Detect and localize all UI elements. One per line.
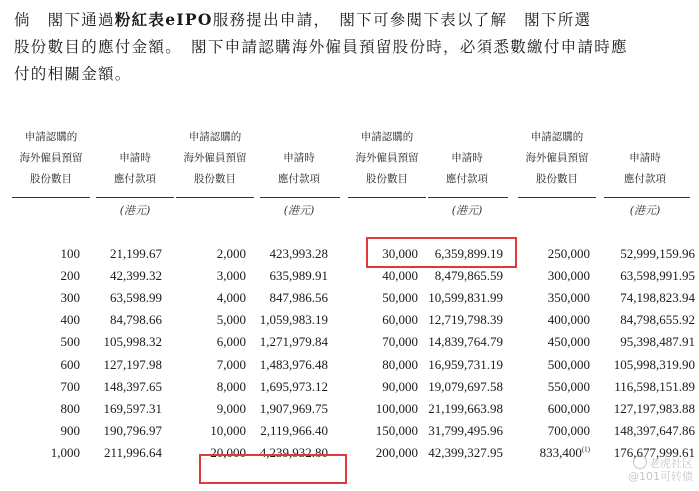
shares-value: 70,000 (382, 334, 418, 350)
amount-cell (80, 442, 162, 464)
shares-cell (328, 287, 418, 309)
header-text: 申請認購的 (360, 131, 414, 143)
amount-cell (418, 398, 503, 420)
amount-cell (590, 309, 695, 331)
shares-cell (162, 376, 246, 398)
watermark-handle: @101可转债 (628, 470, 693, 483)
header-amount (430, 148, 504, 190)
amount-value: 74,198,823.94 (620, 290, 695, 306)
amount-cell (590, 420, 695, 442)
header-shares (520, 127, 594, 190)
paragraph-bold-text: 粉紅表eIPO (114, 10, 213, 29)
shares-value: 500 (60, 334, 80, 350)
header-text: 股份數目 (30, 173, 72, 185)
amount-value: 105,998.32 (103, 334, 162, 350)
header-amount (262, 148, 336, 190)
header-text: 海外僱員預留 (183, 152, 247, 164)
header-rule (96, 197, 174, 198)
highlight-box (366, 237, 517, 268)
amount-value: 42,399.32 (110, 268, 162, 284)
shares-cell (0, 353, 80, 375)
shares-cell (328, 420, 418, 442)
amount-value: 1,907,969.75 (259, 400, 328, 416)
shares-cell (162, 287, 246, 309)
amount-value: 8,479,865.59 (434, 268, 503, 284)
shares-value: 300 (60, 290, 80, 306)
shares-cell (0, 287, 80, 309)
amount-value: 21,199,663.98 (428, 400, 503, 416)
footnote-mark: (1) (581, 445, 590, 454)
shares-value: 900 (60, 422, 80, 438)
amount-cell (80, 309, 162, 331)
amount-cell (246, 420, 328, 442)
paragraph-line-1 (14, 6, 694, 34)
shares-cell (503, 331, 590, 353)
amount-cell (80, 420, 162, 442)
amount-cell (80, 243, 162, 265)
amount-cell (418, 287, 503, 309)
amount-value: 14,839,764.79 (428, 334, 503, 350)
amount-value: 116,598,151.89 (614, 378, 695, 394)
amount-value: 148,397.65 (103, 378, 162, 394)
header-amount (98, 148, 172, 190)
shares-value: 550,000 (547, 378, 590, 394)
amount-value: 1,271,979.84 (259, 334, 328, 350)
shares-value: 6,000 (216, 334, 246, 350)
amount-cell (590, 265, 695, 287)
header-rule (604, 197, 690, 198)
amount-cell (590, 376, 695, 398)
amount-value: 105,998,319.90 (613, 356, 695, 372)
shares-value: 600 (60, 356, 80, 372)
amount-value: 63,598.99 (110, 290, 162, 306)
amount-value: 95,398,487.91 (620, 334, 695, 350)
shares-cell (0, 376, 80, 398)
amount-value: 21,199.67 (110, 246, 162, 262)
header-text: 應付款項 (114, 173, 156, 185)
shares-value: 40,000 (382, 268, 418, 284)
header-amount (608, 148, 682, 190)
shares-value: 50,000 (382, 290, 418, 306)
amount-cell (590, 287, 695, 309)
header-text: 應付款項 (624, 173, 666, 185)
amount-cell (80, 398, 162, 420)
amount-value: 148,397,647.86 (613, 422, 695, 438)
shares-value: 3,000 (216, 268, 246, 284)
shares-value: 1,000 (50, 444, 80, 460)
header-text: 股份數目 (536, 173, 578, 185)
table-row (0, 265, 695, 287)
shares-value: 2,000 (216, 246, 246, 262)
shares-value: 20,000 (210, 444, 246, 460)
amount-cell (246, 309, 328, 331)
amount-value: 127,197,983.88 (613, 400, 695, 416)
shares-value: 700 (60, 378, 80, 394)
shares-cell (503, 398, 590, 420)
shares-value: 800 (60, 400, 80, 416)
table-row (0, 442, 695, 464)
shares-value: 80,000 (382, 356, 418, 372)
header-text: 申請時 (629, 152, 661, 164)
shares-cell (328, 331, 418, 353)
table-row (0, 420, 695, 442)
header-text: 應付款項 (446, 173, 488, 185)
shares-value: 150,000 (375, 422, 418, 438)
table-row (0, 376, 695, 398)
amount-cell (246, 353, 328, 375)
amount-value: 16,959,731.19 (428, 356, 503, 372)
amount-cell (590, 243, 695, 265)
paragraph-line-3: 付的相關金額。 (14, 65, 132, 83)
share-amount-table (0, 243, 695, 464)
amount-value: 2,119,966.40 (260, 422, 328, 438)
shares-cell (162, 331, 246, 353)
amount-cell (246, 376, 328, 398)
amount-cell (418, 376, 503, 398)
watermark-logo-icon (633, 455, 647, 469)
header-text: 申請時 (283, 152, 315, 164)
header-rule (428, 197, 508, 198)
amount-cell (590, 398, 695, 420)
amount-value: 211,996.64 (103, 444, 162, 460)
shares-value: 700,000 (547, 422, 590, 438)
watermark (628, 455, 693, 483)
amount-value: 12,719,798.39 (428, 312, 503, 328)
header-text: 海外僱員預留 (525, 152, 589, 164)
shares-cell (503, 353, 590, 375)
header-shares (178, 127, 252, 190)
amount-cell (246, 243, 328, 265)
amount-value: 19,079,697.58 (428, 378, 503, 394)
amount-value: 10,599,831.99 (428, 290, 503, 306)
header-rule (176, 197, 254, 198)
shares-cell (328, 309, 418, 331)
amount-value: 169,597.31 (103, 400, 162, 416)
amount-cell (418, 331, 503, 353)
shares-cell (0, 331, 80, 353)
shares-cell (162, 353, 246, 375)
shares-cell (162, 243, 246, 265)
amount-cell (80, 376, 162, 398)
shares-value: 400,000 (547, 312, 590, 328)
shares-cell (328, 265, 418, 287)
header-text: 應付款項 (278, 173, 320, 185)
shares-value: 90,000 (382, 378, 418, 394)
unit-label: (港元) (451, 204, 483, 217)
shares-value: 100 (60, 246, 80, 262)
shares-cell (0, 309, 80, 331)
shares-value: 7,000 (216, 356, 246, 372)
shares-value: 30,000 (382, 246, 418, 262)
shares-cell (328, 398, 418, 420)
amount-cell (590, 353, 695, 375)
watermark-text: 老虎社区 (649, 457, 693, 470)
amount-cell (246, 398, 328, 420)
table-row (0, 287, 695, 309)
shares-cell (503, 442, 590, 464)
intro-paragraph (14, 6, 694, 88)
amount-value: 1,695,973.12 (259, 378, 328, 394)
shares-value: 833,400 (539, 444, 582, 460)
shares-value: 10,000 (210, 422, 246, 438)
amount-value: 127,197.98 (103, 356, 162, 372)
unit-label: (港元) (283, 204, 315, 217)
shares-value: 200 (60, 268, 80, 284)
header-text: 申請認購的 (188, 131, 242, 143)
amount-value: 84,798,655.92 (620, 312, 695, 328)
shares-value: 450,000 (547, 334, 590, 350)
header-text: 申請時 (119, 152, 151, 164)
header-text: 股份數目 (194, 173, 236, 185)
shares-value: 600,000 (547, 400, 590, 416)
amount-cell (246, 331, 328, 353)
header-text: 申請認購的 (530, 131, 584, 143)
shares-value: 60,000 (382, 312, 418, 328)
amount-value: 31,799,495.96 (428, 422, 503, 438)
shares-cell (328, 353, 418, 375)
header-rule (12, 197, 90, 198)
shares-cell (162, 309, 246, 331)
shares-value: 4,000 (216, 290, 246, 306)
amount-value: 423,993.28 (269, 246, 328, 262)
amount-value: 52,999,159.96 (620, 246, 695, 262)
amount-cell (418, 309, 503, 331)
shares-cell (0, 398, 80, 420)
shares-value: 500,000 (547, 356, 590, 372)
shares-cell (0, 420, 80, 442)
table-row (0, 398, 695, 420)
amount-cell (418, 442, 503, 464)
header-text: 海外僱員預留 (355, 152, 419, 164)
header-text: 海外僱員預留 (19, 152, 83, 164)
shares-cell (0, 243, 80, 265)
amount-cell (246, 265, 328, 287)
table-row (0, 309, 695, 331)
shares-cell (503, 265, 590, 287)
shares-cell (503, 309, 590, 331)
shares-cell (162, 420, 246, 442)
amount-cell (590, 331, 695, 353)
shares-cell (503, 376, 590, 398)
header-text: 申請認購的 (24, 131, 78, 143)
paragraph-text: 服務提出申請， 閣下可參閱下表以了解 閣下所選 (212, 11, 592, 29)
shares-value: 350,000 (547, 290, 590, 306)
unit-label: (港元) (119, 204, 151, 217)
header-rule (518, 197, 596, 198)
shares-value: 5,000 (216, 312, 246, 328)
shares-value: 300,000 (547, 268, 590, 284)
shares-value: 8,000 (216, 378, 246, 394)
shares-cell (162, 398, 246, 420)
amount-value: 4,239,932.80 (259, 444, 328, 460)
amount-value: 42,399,327.95 (428, 444, 503, 460)
shares-cell (503, 420, 590, 442)
amount-cell (80, 265, 162, 287)
shares-value: 100,000 (375, 400, 418, 416)
header-shares (350, 127, 424, 190)
amount-value: 847,986.56 (269, 290, 328, 306)
amount-value: 84,798.66 (110, 312, 162, 328)
shares-cell (328, 376, 418, 398)
paragraph-text: 倘 閣下通過 (14, 11, 115, 29)
amount-value: 1,059,983.19 (259, 312, 328, 328)
amount-cell (418, 353, 503, 375)
amount-value: 6,359,899.19 (434, 246, 503, 262)
paragraph-line-2: 股份數目的應付金額。 閣下申請認購海外僱員預留股份時，必須悉數繳付申請時應 (14, 38, 628, 56)
shares-cell (0, 442, 80, 464)
unit-label: (港元) (629, 204, 661, 217)
amount-value: 190,796.97 (103, 422, 162, 438)
amount-value: 176,677,999.61 (613, 444, 695, 460)
header-text: 申請時 (451, 152, 483, 164)
shares-value: 200,000 (375, 444, 418, 460)
shares-value: 250,000 (547, 246, 590, 262)
amount-cell (80, 353, 162, 375)
header-shares (14, 127, 88, 190)
table-row (0, 353, 695, 375)
amount-cell (418, 265, 503, 287)
amount-value: 63,598,991.95 (620, 268, 695, 284)
shares-cell (162, 265, 246, 287)
shares-value: 9,000 (216, 400, 246, 416)
shares-value: 400 (60, 312, 80, 328)
header-text: 股份數目 (366, 173, 408, 185)
shares-cell (0, 265, 80, 287)
table-row (0, 331, 695, 353)
header-rule (260, 197, 340, 198)
amount-value: 1,483,976.48 (259, 356, 328, 372)
amount-cell (418, 420, 503, 442)
shares-cell (503, 287, 590, 309)
highlight-box (199, 454, 347, 484)
amount-value: 635,989.91 (269, 268, 328, 284)
amount-cell (246, 287, 328, 309)
header-rule (348, 197, 426, 198)
table-row (0, 243, 695, 265)
amount-cell (80, 331, 162, 353)
amount-cell (80, 287, 162, 309)
